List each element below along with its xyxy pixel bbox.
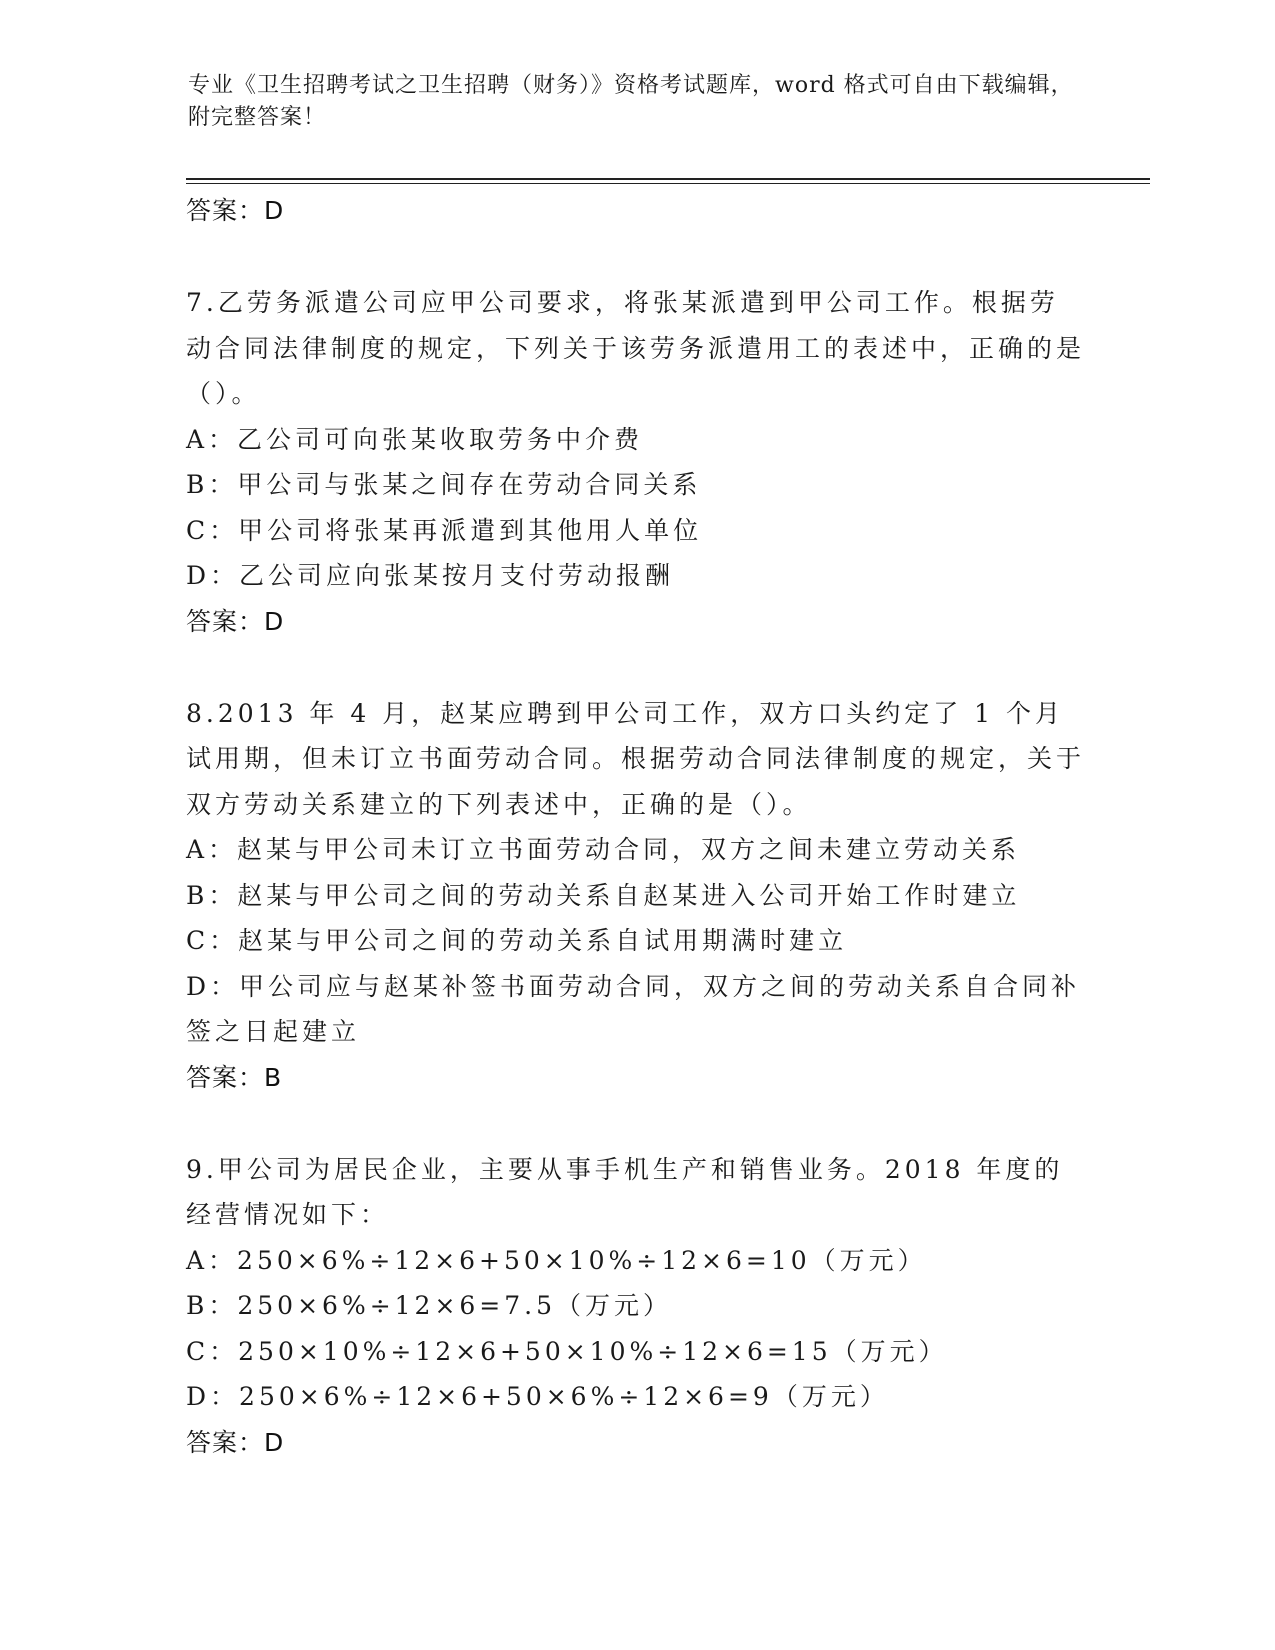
option-d: D：甲公司应与赵某补签书面劳动合同，双方之间的劳动关系自合同补签之日起建立	[186, 971, 1081, 1046]
option-c: C：赵某与甲公司之间的劳动关系自试用期满时建立	[186, 926, 848, 955]
answer-line: 答案：D	[186, 606, 285, 636]
answer-line: 答案：B	[186, 1062, 283, 1092]
question-stem: 8.2013 年 4 月，赵某应聘到甲公司工作，双方口头约定了 1 个月试用期，但未订立书面劳动合同。根据劳动合同法律制度的规定，关于双方劳动关系建立的下列表述中，正确的是（）。	[186, 698, 1086, 819]
question-9	[186, 1147, 1086, 1465]
option-a: A：250×6%÷12×6+50×10%÷12×6=10（万元）	[186, 1245, 927, 1275]
document-header: 专业《卫生招聘考试之卫生招聘（财务）》资格考试题库，word 格式可自由下载编辑，附完整答案！	[188, 73, 1074, 130]
option-b: B：250×6%÷12×6=7.5（万元）	[186, 1291, 673, 1320]
question-stem: 9.甲公司为居民企业，主要从事手机生产和销售业务。2018 年度的经营情况如下：	[186, 1154, 1064, 1229]
header-rule-thick	[186, 178, 1150, 180]
answer-line: 答案：D	[186, 196, 285, 225]
question-list	[186, 188, 1086, 1465]
option-b: B：甲公司与张某之间存在劳动合同关系	[186, 470, 702, 499]
option-c: C：250×10%÷12×6+50×10%÷12×6=15（万元）	[186, 1336, 948, 1366]
option-a: A：乙公司可向张某收取劳务中介费	[186, 424, 644, 454]
option-a: A：赵某与甲公司未订立书面劳动合同，双方之间未建立劳动关系	[186, 835, 1021, 864]
question-stem: 7.乙劳务派遣公司应甲公司要求，将张某派遣到甲公司工作。根据劳动合同法律制度的规定，下列关于该劳务派遣用工的表述中，正确的是（）。	[186, 288, 1086, 408]
header-rule-thin	[186, 183, 1150, 184]
option-d: D：250×6%÷12×6+50×6%÷12×6=9（万元）	[186, 1382, 889, 1411]
question-7	[186, 280, 1086, 644]
question-8	[186, 691, 1086, 1100]
option-b: B：赵某与甲公司之间的劳动关系自赵某进入公司开始工作时建立	[186, 880, 1021, 910]
answer-line: 答案：D	[186, 1427, 285, 1457]
option-d: D：乙公司应向张某按月支付劳动报酬	[186, 561, 675, 590]
option-c: C：甲公司将张某再派遣到其他用人单位	[186, 515, 703, 545]
